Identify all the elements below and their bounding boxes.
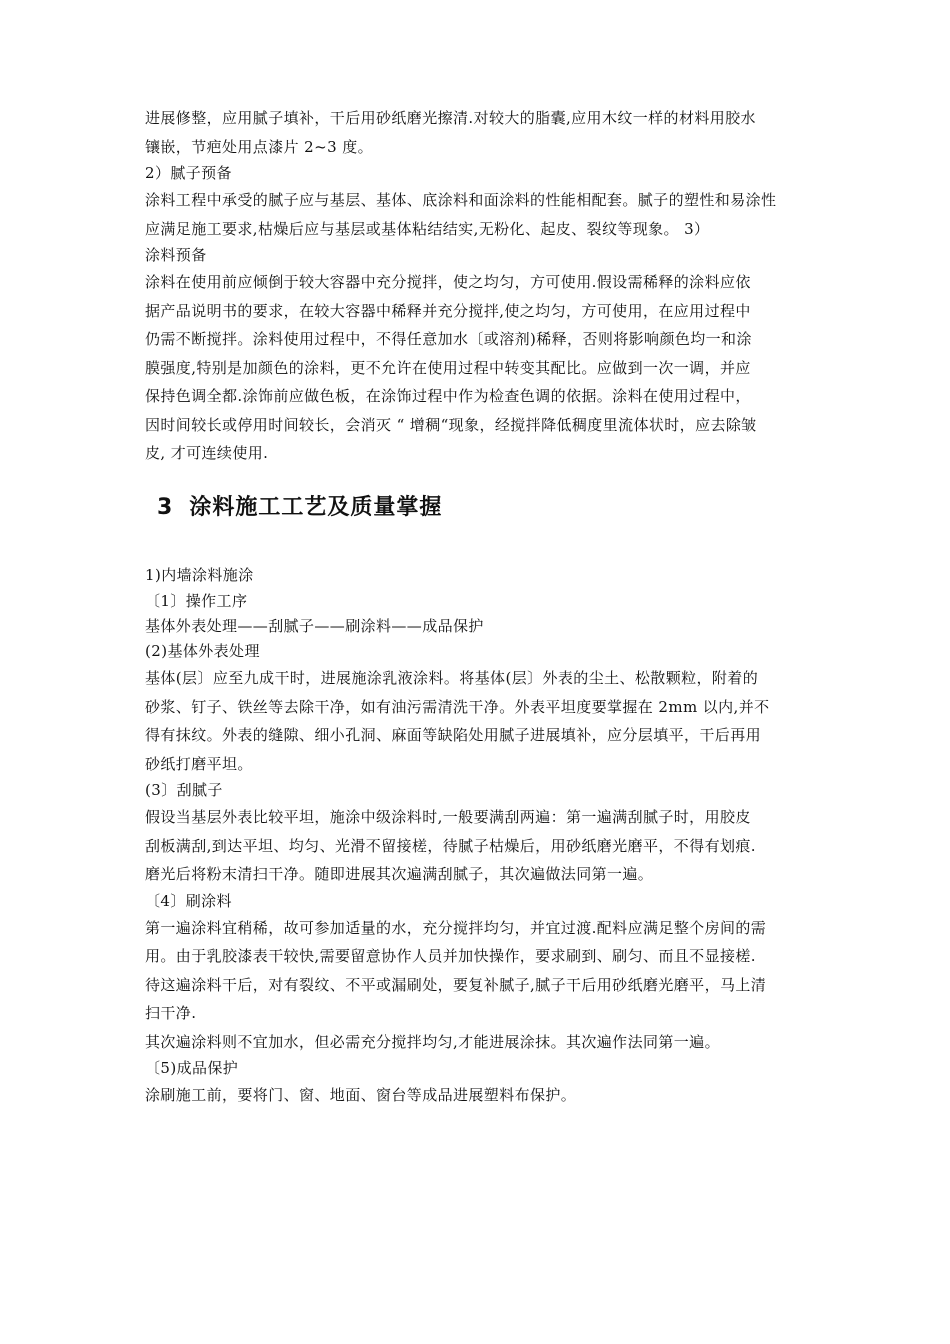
section-title: 涂料施工工艺及质量掌握 (189, 494, 443, 520)
paragraph-line: 待这遍涂料干后，对有裂纹、不平或漏刷处，要复补腻子,腻子干后用砂纸磨光磨平，马上清 (145, 975, 767, 994)
paragraph-line: 进展修整，应用腻子填补，干后用砂纸磨光擦清.对较大的脂囊,应用木纹一样的材料用胶水 (145, 109, 756, 127)
section-putty-and-paint-prep (145, 104, 810, 468)
subheading-interior-coating: 1)内墙涂料施涂 (145, 565, 254, 584)
paragraph-line: 砂浆、钉子、铁丝等去除干净，如有油污需清洗干净。外表平坦度要掌握在 2mm 以内,并不 (145, 697, 770, 716)
paragraph-line: 因时间较长或停用时间较长，会消灭 “ 增稠“现象，经搅拌降低稠度里流体状时，应去除皱 (145, 415, 757, 434)
paragraph-line: 应满足施工要求,枯燥后应与基层或基体粘结结实,无粉化、起皮、裂纹等现象。 3） (145, 219, 710, 238)
paragraph-line: 砂纸打磨平坦。 (145, 754, 253, 773)
paragraph-line: 皮, 才可连续使用. (145, 444, 269, 462)
section-heading (157, 490, 810, 521)
paragraph-line: 得有抹纹。外表的缝隙、细小孔洞、麻面等缺陷处用腻子进展填补，应分层填平，干后再用 (145, 726, 762, 744)
paragraph-line: 刮板满刮,到达平坦、均匀、光滑不留接槎，待腻子枯燥后，用砂纸磨光磨平，不得有划痕. (145, 836, 756, 855)
subheading-brushing-paint: 〔4〕刷涂料 (145, 891, 232, 910)
paragraph-line: 第一遍涂料宜稍稀，故可参加适量的水，充分搅拌均匀，并宜过渡.配料应满足整个房间的需 (145, 918, 767, 937)
subheading-putty-prep: 2）腻子预备 (145, 164, 232, 182)
paragraph-line: 磨光后将粉末清扫干净。随即进展其次遍满刮腻子，其次遍做法同第一遍。 (145, 865, 654, 883)
paragraph-line: 据产品说明书的要求，在较大容器中稀释并充分搅拌,使之均匀，方可使用，在应用过程中 (145, 301, 751, 320)
paragraph-line: 涂料在使用前应倾倒于较大容器中充分搅拌，使之均匀，方可使用.假设需稀释的涂料应依 (145, 273, 751, 291)
subheading-product-protection: 〔5)成品保护 (145, 1059, 239, 1077)
paragraph-line: 假设当基层外表比较平坦，施涂中级涂料时,一般要满刮两遍：第一遍满刮腻子时，用胶皮 (145, 808, 751, 826)
paragraph-line: 膜强度,特别是加颜色的涂料，更不允许在使用过程中转变其配比。应做到一次一调，并应 (145, 358, 751, 377)
subheading-surface-treatment: (2)基体外表处理 (145, 642, 260, 660)
subheading-scraping-putty: (3〕刮腻子 (145, 781, 223, 799)
paragraph-line: 基体(层〕应至九成干时，进展施涂乳液涂料。将基体(层〕外表的尘土、松散颗粒，附着的 (145, 669, 759, 687)
paragraph-line: 保持色调全都.涂饰前应做色板，在涂饰过程中作为检查色调的依据。涂料在使用过程中， (145, 387, 751, 405)
procedure-steps: 基体外表处理——刮腻子——刷涂料——成品保护 (145, 617, 484, 635)
paragraph-line: 涂料工程中承受的腻子应与基层、基体、底涂料和面涂料的性能相配套。腻子的塑性和易涂性 (145, 191, 777, 209)
paragraph-line: 扫干净. (145, 1004, 197, 1022)
document-page (145, 104, 810, 1110)
subheading-paint-prep: 涂料预备 (145, 246, 207, 264)
section-number: 3 (157, 494, 174, 520)
subheading-procedure: 〔1〕操作工序 (145, 592, 248, 610)
paragraph-line: 其次遍涂料则不宜加水，但必需充分搅拌均匀,才能进展涂抹。其次遍作法同第一遍。 (145, 1032, 720, 1051)
paragraph-line: 涂刷施工前，要将门、窗、地面、窗台等成品进展塑料布保护。 (145, 1086, 577, 1104)
section-interior-wall-coating (145, 561, 810, 1110)
paragraph-line: 用。由于乳胶漆表干较快,需要留意协作人员并加快操作，要求刷到、刷匀、而且不显接槎. (145, 947, 756, 965)
paragraph-line: 仍需不断搅拌。涂料使用过程中，不得任意加水〔或溶剂)稀释，否则将影响颜色均一和涂 (145, 330, 752, 348)
paragraph-line: 镶嵌，节疤处用点漆片 2~3 度。 (145, 137, 373, 156)
